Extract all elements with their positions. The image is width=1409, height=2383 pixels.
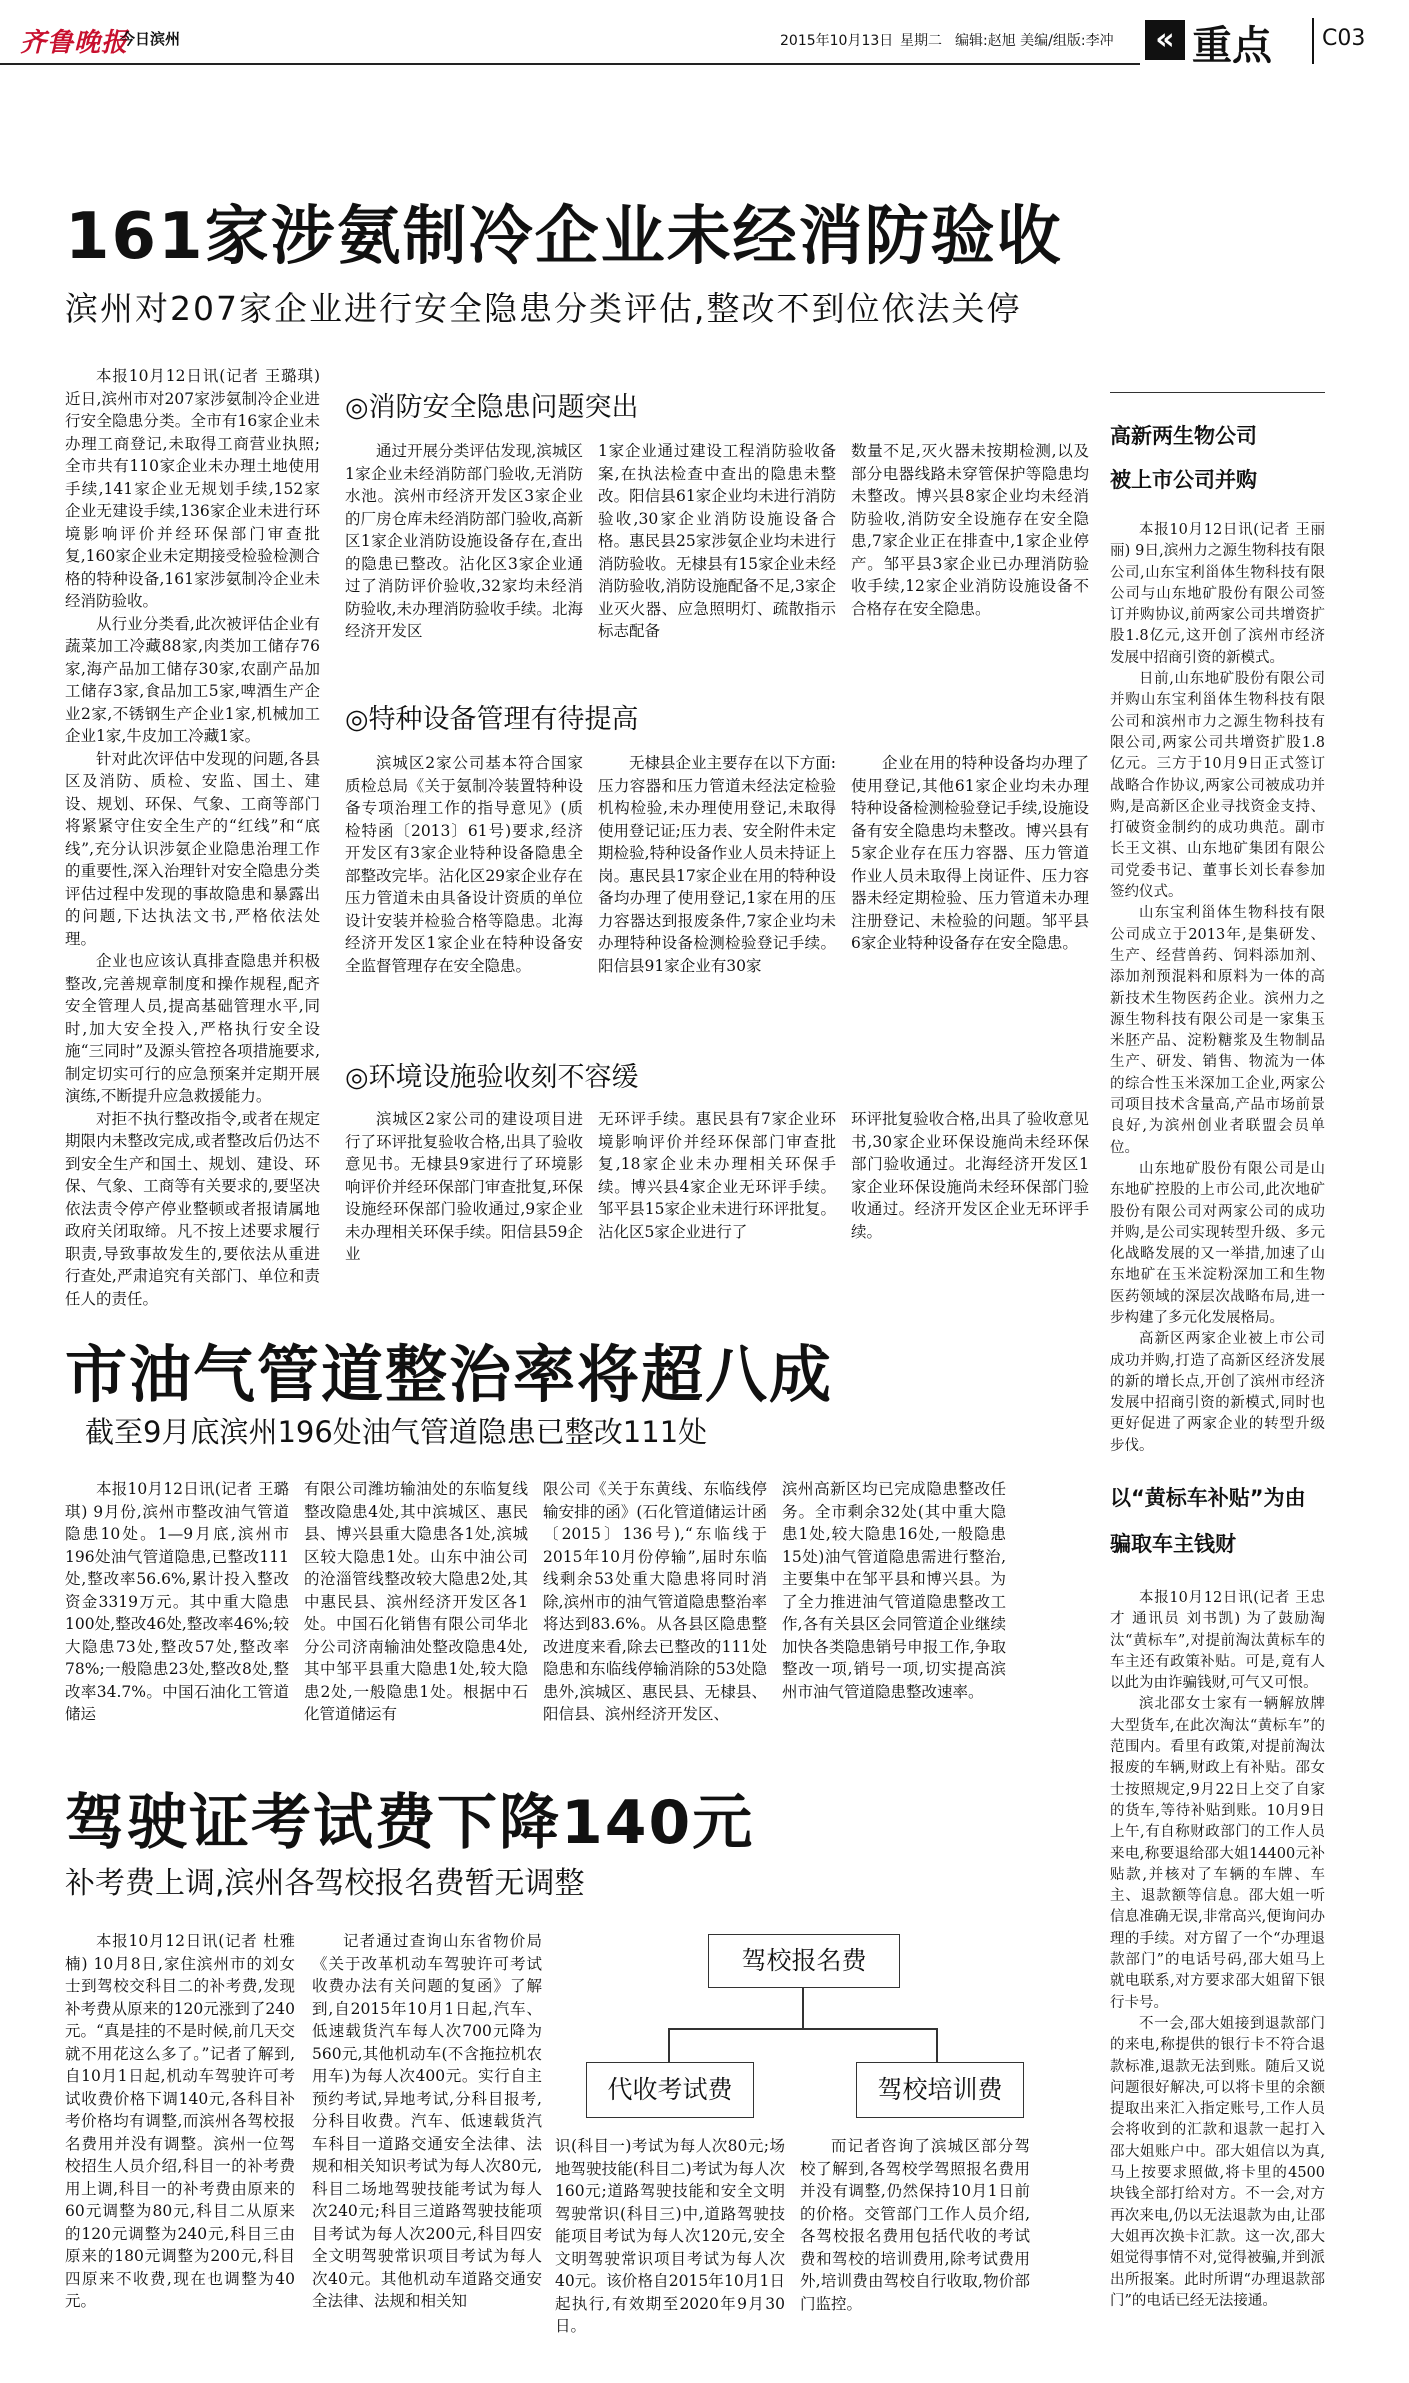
paragraph: 从行业分类看,此次被评估企业有蔬菜加工冷藏88家,肉类加工储存76家,海产品加工储存30家,农副产品加工储存3家,食品加工5家,啤酒生产企业2家,不锈钢生产企业1家,机械加工企业1家,牛皮加工冷藏1家。 <box>65 614 320 745</box>
paragraph: 有限公司潍坊输油处的东临复线整改隐患4处,其中滨城区、惠民县、博兴县重大隐患各1处,滨城区较大隐患1处。山东中油公司的沧淄管线整改较大隐患2处,其中惠民县、滨州经济开发区各1处。中国石化销售有限公司华北分公司济南输油处整改隐患4处,其中邹平县重大隐患1处,较大隐患2处,一般隐患1处。根据中石化管道储运有 <box>304 1480 528 1723</box>
article1-headline: 161家涉氨制冷企业未经消防验收 <box>65 200 1063 274</box>
paragraph: 无棣县企业主要存在以下方面:压力容器和压力管道未经法定检验机构检验,未办理使用登记,未取得使用登记证;压力表、安全附件未定期检验,特种设备作业人员未持证上岗。惠民县17家企业在用的特种设备均办理了使用登记,1家在用的压力容器达到报废条件,7家企业均未办理特种设备检测检验登记手续。阳信县91家企业有30家 <box>598 754 836 975</box>
diagram-connector <box>936 2028 938 2062</box>
paragraph: 滨城区2家公司基本符合国家质检总局《关于氨制冷装置特种设备专项治理工作的指导意见》(质检特函〔2013〕61号)要求,经济开发区有3家企业特种设备隐患全部整改完毕。沾化区29家企业存在压力管道未由具备设计资质的单位设计安装并检验合格等隐患。北海经济开发区1家企业在特种设备安全监督管理存在安全隐患。 <box>345 754 583 975</box>
paragraph: 而记者咨询了滨城区部分驾校了解到,各驾校学驾照报名费用并没有调整,仍然保持10月1日前的价格。交管部门工作人员介绍,各驾校报名费用包括代收的考试费和驾校的培训费用,除考试费用外,培训费由驾校自行收取,物价部门监控。 <box>800 2137 1030 2313</box>
article-column <box>800 2135 1030 2350</box>
article-column <box>312 1930 542 2350</box>
paragraph: 限公司《关于东黄线、东临线停输安排的函》(石化管道储运计函〔2015〕136号),“东临线于2015年10月份停输”,届时东临线剩余53处重大隐患将同时消除,滨州市的油气管道隐患整治率将达到83.6%。从各县区隐患整改进度来看,除去已整改的111处隐患和东临线停输消除的53处隐患外,滨城区、惠民县、无棣县、阳信县、滨州经济开发区、 <box>543 1480 767 1723</box>
masthead-logo: 齐鲁晚报 <box>20 28 129 58</box>
section-heading-fire: ◎消防安全隐患问题突出 <box>345 392 639 423</box>
diagram-connector <box>802 1987 804 2029</box>
header-rule <box>0 63 1140 65</box>
paragraph: 识(科目一)考试为每人次80元;场地驾驶技能(科目二)考试为每人次160元;道路驾驶技能和安全文明驾驶常识(科目三)中,道路驾驶技能项目考试为每人次120元,安全文明驾驶常识项目考试为每人次40元。该价格自2015年10月1日起执行,有效期至2020年9月30日。 <box>555 2137 785 2335</box>
article-column <box>345 440 583 675</box>
paragraph: 企业也应该认真排查隐患并积极整改,完善规章制度和操作规程,配齐安全管理人员,提高基础管理水平,同时,加大安全投入,严格执行安全设施“三同时”及源头管控各项措施要求,制定切实可行的应急预案并定期开展演练,不断提升应急救援能力。 <box>65 952 320 1105</box>
paragraph: 本报10月12日讯(记者 王璐琪) 9月份,滨州市整改油气管道隐患10处。1—9月底,滨州市196处油气管道隐患,已整改111处,整改率56.6%,累计投入整改资金3319万元。其中重大隐患100处,整改46处,整改率46%;较大隐患73处,整改57处,整改率78%;一般隐患23处,整改8处,整改率34.7%。中国石油化工管道储运 <box>65 1480 289 1723</box>
sidebar1-body <box>1110 520 1325 1454</box>
article-column <box>851 1108 1089 1290</box>
article1-subheadline: 滨州对207家企业进行安全隐患分类评估,整改不到位依法关停 <box>65 289 1022 328</box>
paragraph: 山东宝利甾体生物科技有限公司成立于2013年,是集研发、生产、经营兽药、饲料添加剂、添加剂预混料和原料为一体的高新技术生物医药企业。滨州力之源生物科技有限公司是一家集玉米胚产品、淀粉糖浆及生物制品生产、研发、销售、物流为一体的综合性玉米深加工企业,两家公司项目技术含量高,产品市场前景良好,为滨州创业者联盟会员单位。 <box>1110 905 1325 1156</box>
paragraph: 本报10月12日讯(记者 王璐琪) 近日,滨州市对207家涉氨制冷企业进行安全隐患分类。全市有16家企业未办理工商登记,未取得工商营业执照;全市共有110家企业未办理土地使用手续,141家企业无规划手续,152家企业无建设手续,136家企业未进行环境影响评价并经环保部门审查批复,160家企业未定期接受检验检测合格的特种设备,161家涉氨制冷企业未经消防验收。 <box>65 367 320 610</box>
header-divider <box>1312 18 1314 64</box>
article-column <box>851 752 1089 1042</box>
paragraph: 滨城区2家公司的建设项目进行了环评批复验收合格,出具了验收意见书。无棣县9家进行了环境影响评价并经环保部门审查批复,环保设施经环保部门验收通过,9家企业未办理相关环保手续。阳信县59企业 <box>345 1110 583 1263</box>
article2-headline: 市油气管道整治率将超八成 <box>65 1338 834 1411</box>
sidebar1-title-line1: 高新两生物公司 <box>1110 424 1257 448</box>
article2-subheadline: 截至9月底滨州196处油气管道隐患已整改111处 <box>85 1415 708 1449</box>
issue-date: 2015年10月13日 <box>780 33 894 49</box>
diagram-root-box: 驾校报名费 <box>708 1934 900 1988</box>
paragraph: 通过开展分类评估发现,滨城区1家企业未经消防部门验收,无消防水池。滨州市经济开发区3家企业的厂房仓库未经消防部门验收,高新区1家企业消防设施设备存在,查出的隐患已整改。沾化区3家企业通过了消防评价验收,32家均未经消防验收,未办理消防验收手续。北海经济开发区 <box>345 442 583 640</box>
paragraph: 针对此次评估中发现的问题,各县区及消防、质检、安监、国土、建设、规划、环保、气象、工商等部门将紧紧守住安全生产的“红线”和“底线”,充分认识涉氨企业隐患治理工作的重要性,深入治理针对安全隐患分类评估过程中发现的事故隐患和暴露出的问题,下达执法文书,严格依法处理。 <box>65 749 320 948</box>
article-column <box>782 1478 1006 1718</box>
sidebar2-title-line2: 骗取车主钱财 <box>1110 1532 1236 1556</box>
paragraph: 不一会,邵大姐接到退款部门的来电,称提供的银行卡不符合退款标准,退款无法到账。随后又说问题很好解决,可以将卡里的余额提取出来汇入指定账号,工作人员会将收到的汇款和退款一起打入邵大姐账户中。邵大姐信以为真,马上按要求照做,将卡里的4500块钱全部打给对方。不一会,对方再次来电,仍以无法退款为由,让邵大姐再次换卡汇款。这一次,邵大姐觉得事情不对,觉得被骗,并到派出所报案。此时所谓“办理退款部门”的电话已经无法接通。 <box>1110 2015 1325 2309</box>
diagram-right-box: 驾校培训费 <box>856 2062 1024 2118</box>
article-column <box>598 752 836 1042</box>
editor-credits: 编辑:赵旭 美编/组版:李冲 <box>955 33 1114 49</box>
diagram-connector <box>668 2028 670 2062</box>
paragraph: 高新区两家企业被上市公司成功并购,打造了高新区经济发展的新的增长点,开创了滨州市经济发展中招商引资的新模式,同时也更好促进了两家企业的转型升级步伐。 <box>1110 1331 1325 1454</box>
paragraph: 无环评手续。惠民县有7家企业环境影响评价并经环保部门审查批复,18家企业未办理相关环保手续。博兴县4家企业无环评手续。邹平县15家企业未进行环评批复。沾化区5家企业进行了 <box>598 1110 836 1241</box>
paragraph: 1家企业通过建设工程消防验收备案,在执法检查中查出的隐患未整改。阳信县61家企业均未进行消防验收,30家企业消防设施设备合格。惠民县25家涉氨企业均未进行消防验收。无棣县有15家企业未经消防验收,消防设施配备不足,3家企业灭火器、应急照明灯、疏散指示标志配备 <box>598 442 836 640</box>
issue-weekday: 星期二 <box>900 33 942 49</box>
paragraph: 企业在用的特种设备均办理了使用登记,其他61家企业均未办理特种设备检测检验登记手续,设施设备有安全隐患均未整改。博兴县有5家企业存在压力容器、压力管道作业人员未取得上岗证件、压力容器未经定期检验、压力管道未办理注册登记、未检验的问题。邹平县6家企业特种设备存在安全隐患。 <box>851 754 1089 952</box>
section-heading-equipment: ◎特种设备管理有待提高 <box>345 704 639 735</box>
sidebar-rule <box>1110 392 1325 393</box>
article-column <box>65 1930 295 2350</box>
paragraph: 环评批复验收合格,出具了验收意见书,30家企业环保设施尚未经环保部门验收通过。北海经济开发区1家企业环保设施尚未经环保部门验收通过。经济开发区企业无环评手续。 <box>851 1110 1089 1241</box>
article-column <box>304 1478 528 1723</box>
article3-subheadline: 补考费上调,滨州各驾校报名费暂无调整 <box>65 1866 585 1901</box>
diagram-left-box: 代收考试费 <box>586 2062 754 2118</box>
article-column <box>345 1108 583 1290</box>
diagram-connector <box>668 2028 938 2030</box>
page-title: 重点 <box>1192 23 1272 69</box>
article-column <box>555 2135 785 2350</box>
article-column <box>851 440 1089 675</box>
paragraph: 滨州高新区均已完成隐患整改任务。全市剩余32处(其中重大隐患1处,较大隐患16处,一般隐患15处)油气管道隐患需进行整治,主要集中在邹平县和博兴县。为了全力推进油气管道隐患整改工作,各有关县区会同管道企业继续加快各类隐患销号申报工作,争取整改一项,销号一项,切实提高滨州市油气管道隐患整改速率。 <box>782 1480 1006 1701</box>
sidebar2-body <box>1110 1588 1325 2348</box>
chevron-left-icon: « <box>1145 20 1185 60</box>
paragraph: 记者通过查询山东省物价局《关于改革机动车驾驶许可考试收费办法有关问题的复函》了解到,自2015年10月1日起,汽车、低速载货汽车每人次700元降为560元,其他机动车(不含拖拉机农用车)为每人次400元。实行自主预约考试,异地考试,分科目报考,分科目收费。汽车、低速载货汽车科目一道路交通安全法律、法规和相关知识考试为每人次80元,科目二场地驾驶技能考试为每人次240元;科目三道路驾驶技能项目考试为每人次200元,科目四安全文明驾驶常识项目考试为每人次40元。其他机动车道路交通安全法律、法规和相关知 <box>312 1932 542 2310</box>
paragraph: 本报10月12日讯(记者 王丽丽) 9日,滨州力之源生物科技有限公司,山东宝利甾体生物科技有限公司与山东地矿股份有限公司签订并购协议,前两家公司共增资扩股1.8亿元,这开创了滨州市经济发展中招商引资的新模式。 <box>1110 522 1325 666</box>
sidebar1-title-line2: 被上市公司并购 <box>1110 468 1257 492</box>
article-column <box>543 1478 767 1723</box>
article-column <box>598 440 836 675</box>
paragraph: 对拒不执行整改指令,或者在规定期限内未整改完成,或者整改后仍达不到安全生产和国土、规划、建设、环保、气象、工商等有关要求的,要坚决依法责令停产停业整顿或者报请属地政府关闭取缔。凡不按上述要求履行职责,导致事故发生的,要依法从重进行查处,严肃追究有关部门、单位和责任人的责任。 <box>65 1109 320 1308</box>
article3-headline: 驾驶证考试费下降140元 <box>65 1788 755 1858</box>
paragraph: 滨北邵女士家有一辆解放牌大型货车,在此次淘汰“黄标车”的范围内。看里有政策,对提前淘汰报废的车辆,财政上有补贴。邵女士按照规定,9月22日上交了自家的货车,等待补贴到账。10月9日上午,有自称财政部门的工作人员来电,称要退给邵大姐14400元补贴款,并核对了车辆的车牌、车主、退款额等信息。邵大姐一听信息准确无误,非常高兴,便询问办理的手续。对方留了一个“办理退款部门”的电话号码,邵大姐马上就电联系,对方要求邵大姐留下银行卡号。 <box>1110 1696 1325 2011</box>
paragraph: 数量不足,灭火器未按期检测,以及部分电器线路未穿管保护等隐患均未整改。博兴县8家企业均未经消防验收,消防安全设施存在安全隐患,7家企业正在排查中,1家企业停产。邹平县3家企业已办理消防验收手续,12家企业消防设施设备不合格存在安全隐患。 <box>851 442 1089 618</box>
sidebar2-title-line1: 以“黄标车补贴”为由 <box>1110 1486 1306 1510</box>
article1-lead-column <box>65 365 320 1308</box>
paragraph: 本报10月12日讯(记者 王忠才 通讯员 刘书凯) 为了鼓励淘汰“黄标车”,对提前淘汰黄标车的车主还有政策补贴。可是,竟有人以此为由诈骗钱财,可气又可恨。 <box>1110 1590 1325 1692</box>
article-column <box>65 1478 289 1723</box>
page-number: C03 <box>1322 26 1366 51</box>
paragraph: 日前,山东地矿股份有限公司并购山东宝利甾体生物科技有限公司和滨州市力之源生物科技有限公司,两家公司共增资扩股1.8亿元。三方于10月9日正式签订战略合作协议,两家公司被成功并购,是高新区企业寻找资金支持、打破资金制约的成功典范。副市长王文祺、山东地矿集团有限公司党委书记、董事长刘长春参加签约仪式。 <box>1110 671 1325 901</box>
article-column <box>598 1108 836 1290</box>
paragraph: 山东地矿股份有限公司是山东地矿控股的上市公司,此次地矿股份有限公司对两家公司的成功并购,是公司实现转型升级、多元化战略发展的又一举措,加速了山东地矿在玉米淀粉深加工和生物医药领域的深层次战略布局,进一步构建了多元化发展格局。 <box>1110 1160 1325 1326</box>
paragraph: 本报10月12日讯(记者 杜雅楠) 10月8日,家住滨州市的刘女士到驾校交科目二的补考费,发现补考费从原来的120元涨到了240元。“真是挂的不是时候,前几天交就不用花这么多了。”记者了解到,自10月1日起,机动车驾驶许可考试收费价格下调140元,各科目补考价格均有调整,而滨州各驾校报名费用并没有调整。滨州一位驾校招生人员介绍,科目一的补考费用上调,科目一的补考费由原来的60元调整为80元,科目二从原来的120元调整为240元,科目三由原来的180元调整为200元,科目四原来不收费,现在也调整为40元。 <box>65 1932 295 2310</box>
article-column <box>345 752 583 1042</box>
section-name: 今日滨州 <box>120 30 181 48</box>
section-heading-environment: ◎环境设施验收刻不容缓 <box>345 1062 639 1093</box>
